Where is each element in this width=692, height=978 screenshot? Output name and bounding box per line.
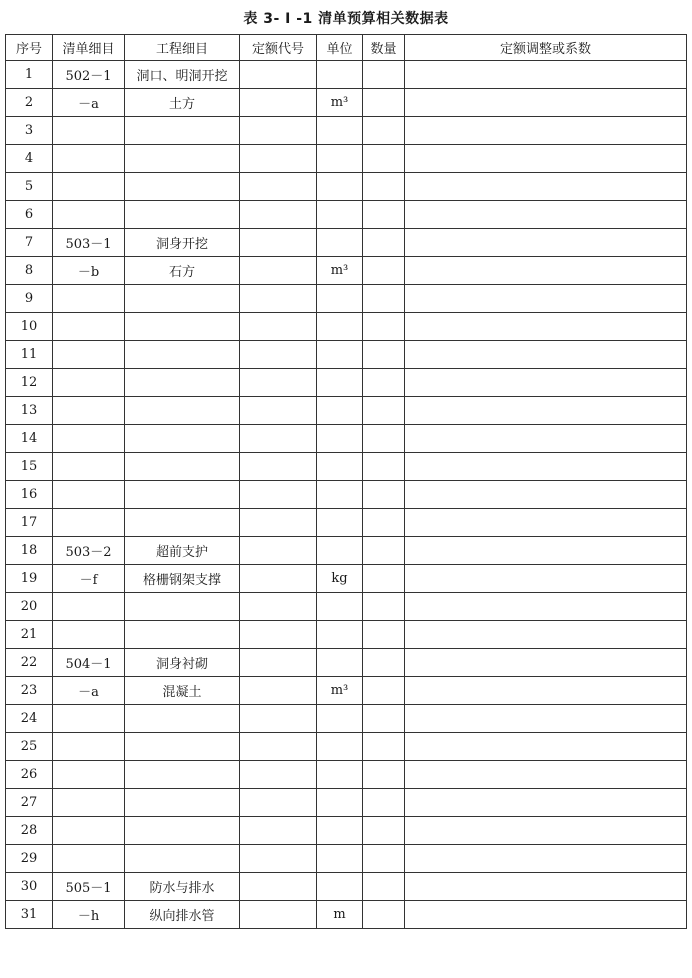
cell-quota xyxy=(240,341,317,369)
cell-unit xyxy=(317,649,363,677)
cell-qty xyxy=(363,733,405,761)
cell-qty xyxy=(363,761,405,789)
cell-adjust xyxy=(405,369,687,397)
cell-work: 超前支护 xyxy=(125,537,240,565)
cell-unit xyxy=(317,733,363,761)
cell-work: 石方 xyxy=(125,257,240,285)
table-row xyxy=(6,117,687,145)
cell-adjust xyxy=(405,509,687,537)
header-adjust: 定额调整或系数 xyxy=(405,35,687,61)
cell-item xyxy=(53,201,125,229)
cell-seq: 9 xyxy=(6,285,53,313)
cell-adjust xyxy=(405,761,687,789)
cell-adjust xyxy=(405,173,687,201)
cell-unit xyxy=(317,453,363,481)
cell-unit: m³ xyxy=(317,257,363,285)
cell-work xyxy=(125,733,240,761)
cell-unit xyxy=(317,117,363,145)
cell-adjust xyxy=(405,649,687,677)
cell-qty xyxy=(363,397,405,425)
cell-quota xyxy=(240,397,317,425)
cell-adjust xyxy=(405,145,687,173)
cell-item: 502－1 xyxy=(53,61,125,89)
cell-seq: 6 xyxy=(6,201,53,229)
cell-quota xyxy=(240,901,317,929)
cell-quota xyxy=(240,145,317,173)
cell-quota xyxy=(240,425,317,453)
cell-seq: 13 xyxy=(6,397,53,425)
cell-unit xyxy=(317,789,363,817)
cell-quota xyxy=(240,229,317,257)
cell-item xyxy=(53,173,125,201)
header-work: 工程细目 xyxy=(125,35,240,61)
cell-qty xyxy=(363,285,405,313)
table-row xyxy=(6,481,687,509)
header-qty: 数量 xyxy=(363,35,405,61)
cell-adjust xyxy=(405,117,687,145)
cell-work: 洞口、明洞开挖 xyxy=(125,61,240,89)
cell-qty xyxy=(363,201,405,229)
cell-quota xyxy=(240,621,317,649)
table-row xyxy=(6,89,687,117)
cell-unit xyxy=(317,285,363,313)
cell-item xyxy=(53,733,125,761)
cell-qty xyxy=(363,453,405,481)
cell-quota xyxy=(240,733,317,761)
cell-quota xyxy=(240,817,317,845)
cell-seq: 26 xyxy=(6,761,53,789)
cell-work xyxy=(125,705,240,733)
cell-adjust xyxy=(405,201,687,229)
cell-unit xyxy=(317,369,363,397)
cell-adjust xyxy=(405,285,687,313)
cell-adjust xyxy=(405,89,687,117)
cell-item xyxy=(53,453,125,481)
cell-unit xyxy=(317,145,363,173)
cell-quota xyxy=(240,89,317,117)
cell-work: 洞身衬砌 xyxy=(125,649,240,677)
cell-unit xyxy=(317,481,363,509)
cell-qty xyxy=(363,593,405,621)
cell-seq: 25 xyxy=(6,733,53,761)
cell-adjust xyxy=(405,229,687,257)
cell-item xyxy=(53,705,125,733)
header-item: 清单细目 xyxy=(53,35,125,61)
cell-seq: 11 xyxy=(6,341,53,369)
cell-seq: 21 xyxy=(6,621,53,649)
cell-quota xyxy=(240,705,317,733)
cell-work xyxy=(125,817,240,845)
cell-seq: 17 xyxy=(6,509,53,537)
cell-item xyxy=(53,313,125,341)
cell-unit xyxy=(317,397,363,425)
cell-qty xyxy=(363,61,405,89)
header-quota: 定额代号 xyxy=(240,35,317,61)
cell-seq: 2 xyxy=(6,89,53,117)
table-row xyxy=(6,313,687,341)
cell-unit: m xyxy=(317,901,363,929)
cell-seq: 15 xyxy=(6,453,53,481)
cell-adjust xyxy=(405,901,687,929)
cell-quota xyxy=(240,537,317,565)
cell-item xyxy=(53,789,125,817)
cell-seq: 8 xyxy=(6,257,53,285)
cell-quota xyxy=(240,117,317,145)
cell-quota xyxy=(240,593,317,621)
cell-qty xyxy=(363,89,405,117)
cell-seq: 14 xyxy=(6,425,53,453)
cell-quota xyxy=(240,789,317,817)
cell-item: －b xyxy=(53,257,125,285)
cell-item xyxy=(53,509,125,537)
table-row xyxy=(6,845,687,873)
cell-work: 洞身开挖 xyxy=(125,229,240,257)
cell-adjust xyxy=(405,789,687,817)
cell-work xyxy=(125,593,240,621)
cell-work xyxy=(125,761,240,789)
cell-qty xyxy=(363,901,405,929)
cell-item xyxy=(53,817,125,845)
cell-unit xyxy=(317,705,363,733)
table-row xyxy=(6,257,687,285)
cell-adjust xyxy=(405,845,687,873)
table-row xyxy=(6,621,687,649)
table-row xyxy=(6,425,687,453)
cell-qty xyxy=(363,789,405,817)
cell-qty xyxy=(363,845,405,873)
cell-adjust xyxy=(405,397,687,425)
cell-work xyxy=(125,117,240,145)
cell-qty xyxy=(363,817,405,845)
cell-unit xyxy=(317,229,363,257)
cell-quota xyxy=(240,453,317,481)
cell-adjust xyxy=(405,677,687,705)
cell-qty xyxy=(363,257,405,285)
cell-quota xyxy=(240,173,317,201)
cell-item: 503－2 xyxy=(53,537,125,565)
cell-work: 混凝土 xyxy=(125,677,240,705)
cell-seq: 7 xyxy=(6,229,53,257)
cell-unit xyxy=(317,313,363,341)
cell-quota xyxy=(240,845,317,873)
cell-adjust xyxy=(405,61,687,89)
table-row xyxy=(6,733,687,761)
cell-seq: 5 xyxy=(6,173,53,201)
cell-item: －f xyxy=(53,565,125,593)
cell-work: 土方 xyxy=(125,89,240,117)
cell-seq: 20 xyxy=(6,593,53,621)
cell-unit xyxy=(317,621,363,649)
cell-unit xyxy=(317,537,363,565)
cell-seq: 23 xyxy=(6,677,53,705)
cell-qty xyxy=(363,173,405,201)
cell-seq: 18 xyxy=(6,537,53,565)
table-row xyxy=(6,649,687,677)
cell-seq: 1 xyxy=(6,61,53,89)
table-row xyxy=(6,341,687,369)
cell-quota xyxy=(240,481,317,509)
header-unit: 单位 xyxy=(317,35,363,61)
cell-item xyxy=(53,593,125,621)
cell-unit xyxy=(317,845,363,873)
cell-work xyxy=(125,201,240,229)
cell-quota xyxy=(240,285,317,313)
cell-item: 505－1 xyxy=(53,873,125,901)
cell-work: 格栅钢架支撑 xyxy=(125,565,240,593)
cell-adjust xyxy=(405,593,687,621)
table-row xyxy=(6,873,687,901)
cell-work xyxy=(125,425,240,453)
table-row xyxy=(6,509,687,537)
cell-qty xyxy=(363,145,405,173)
cell-work xyxy=(125,173,240,201)
cell-unit xyxy=(317,425,363,453)
cell-qty xyxy=(363,649,405,677)
cell-adjust xyxy=(405,341,687,369)
header-row xyxy=(6,35,687,61)
cell-quota xyxy=(240,649,317,677)
cell-adjust xyxy=(405,453,687,481)
table-row xyxy=(6,677,687,705)
cell-item: －h xyxy=(53,901,125,929)
cell-qty xyxy=(363,229,405,257)
cell-adjust xyxy=(405,873,687,901)
cell-item xyxy=(53,369,125,397)
table-row xyxy=(6,817,687,845)
cell-quota xyxy=(240,61,317,89)
table-row xyxy=(6,761,687,789)
cell-work xyxy=(125,509,240,537)
cell-adjust xyxy=(405,313,687,341)
cell-qty xyxy=(363,537,405,565)
cell-adjust xyxy=(405,565,687,593)
cell-work: 防水与排水 xyxy=(125,873,240,901)
table-row xyxy=(6,229,687,257)
cell-unit xyxy=(317,817,363,845)
cell-unit xyxy=(317,61,363,89)
cell-item xyxy=(53,761,125,789)
cell-quota xyxy=(240,565,317,593)
cell-seq: 3 xyxy=(6,117,53,145)
cell-qty xyxy=(363,873,405,901)
cell-qty xyxy=(363,369,405,397)
cell-quota xyxy=(240,313,317,341)
cell-work xyxy=(125,313,240,341)
table-row xyxy=(6,901,687,929)
cell-work xyxy=(125,845,240,873)
cell-item xyxy=(53,117,125,145)
budget-data-table xyxy=(5,34,687,929)
cell-adjust xyxy=(405,817,687,845)
cell-item xyxy=(53,425,125,453)
table-row xyxy=(6,705,687,733)
cell-unit xyxy=(317,873,363,901)
cell-qty xyxy=(363,677,405,705)
cell-unit xyxy=(317,509,363,537)
table-row xyxy=(6,201,687,229)
cell-quota xyxy=(240,509,317,537)
table-row xyxy=(6,369,687,397)
cell-item xyxy=(53,481,125,509)
cell-adjust xyxy=(405,257,687,285)
cell-item xyxy=(53,621,125,649)
cell-qty xyxy=(363,117,405,145)
cell-adjust xyxy=(405,537,687,565)
cell-adjust xyxy=(405,705,687,733)
table-row xyxy=(6,145,687,173)
cell-qty xyxy=(363,621,405,649)
cell-seq: 22 xyxy=(6,649,53,677)
cell-seq: 12 xyxy=(6,369,53,397)
cell-qty xyxy=(363,341,405,369)
cell-seq: 28 xyxy=(6,817,53,845)
cell-quota xyxy=(240,369,317,397)
cell-unit: m³ xyxy=(317,89,363,117)
cell-qty xyxy=(363,425,405,453)
cell-seq: 16 xyxy=(6,481,53,509)
cell-work xyxy=(125,285,240,313)
cell-item: 504－1 xyxy=(53,649,125,677)
cell-item xyxy=(53,145,125,173)
cell-unit xyxy=(317,761,363,789)
cell-work xyxy=(125,789,240,817)
cell-qty xyxy=(363,313,405,341)
cell-item xyxy=(53,397,125,425)
cell-qty xyxy=(363,705,405,733)
cell-quota xyxy=(240,761,317,789)
cell-item xyxy=(53,845,125,873)
cell-qty xyxy=(363,481,405,509)
cell-quota xyxy=(240,257,317,285)
table-row xyxy=(6,537,687,565)
cell-qty xyxy=(363,509,405,537)
cell-unit: kg xyxy=(317,565,363,593)
cell-work xyxy=(125,481,240,509)
cell-seq: 31 xyxy=(6,901,53,929)
header-seq: 序号 xyxy=(6,35,53,61)
table-row xyxy=(6,453,687,481)
cell-item xyxy=(53,285,125,313)
cell-work xyxy=(125,453,240,481)
cell-seq: 19 xyxy=(6,565,53,593)
cell-unit xyxy=(317,201,363,229)
cell-item: 503－1 xyxy=(53,229,125,257)
cell-adjust xyxy=(405,621,687,649)
table-body xyxy=(6,61,687,929)
cell-unit: m³ xyxy=(317,677,363,705)
table-row xyxy=(6,789,687,817)
cell-adjust xyxy=(405,733,687,761)
cell-item xyxy=(53,341,125,369)
table-row xyxy=(6,285,687,313)
cell-unit xyxy=(317,341,363,369)
cell-work xyxy=(125,397,240,425)
cell-seq: 10 xyxy=(6,313,53,341)
cell-quota xyxy=(240,677,317,705)
cell-work xyxy=(125,369,240,397)
cell-item: －a xyxy=(53,89,125,117)
table-row xyxy=(6,565,687,593)
cell-seq: 4 xyxy=(6,145,53,173)
cell-seq: 29 xyxy=(6,845,53,873)
table-row xyxy=(6,397,687,425)
cell-quota xyxy=(240,201,317,229)
cell-quota xyxy=(240,873,317,901)
cell-seq: 30 xyxy=(6,873,53,901)
cell-seq: 27 xyxy=(6,789,53,817)
cell-unit xyxy=(317,173,363,201)
cell-work xyxy=(125,621,240,649)
cell-work xyxy=(125,145,240,173)
table-row xyxy=(6,173,687,201)
table-title: 表 3- Ⅰ -1 清单预算相关数据表 xyxy=(243,11,449,27)
cell-seq: 24 xyxy=(6,705,53,733)
cell-qty xyxy=(363,565,405,593)
table-row xyxy=(6,61,687,89)
cell-work: 纵向排水管 xyxy=(125,901,240,929)
cell-work xyxy=(125,341,240,369)
cell-unit xyxy=(317,593,363,621)
cell-adjust xyxy=(405,481,687,509)
table-row xyxy=(6,593,687,621)
cell-adjust xyxy=(405,425,687,453)
cell-item: －a xyxy=(53,677,125,705)
